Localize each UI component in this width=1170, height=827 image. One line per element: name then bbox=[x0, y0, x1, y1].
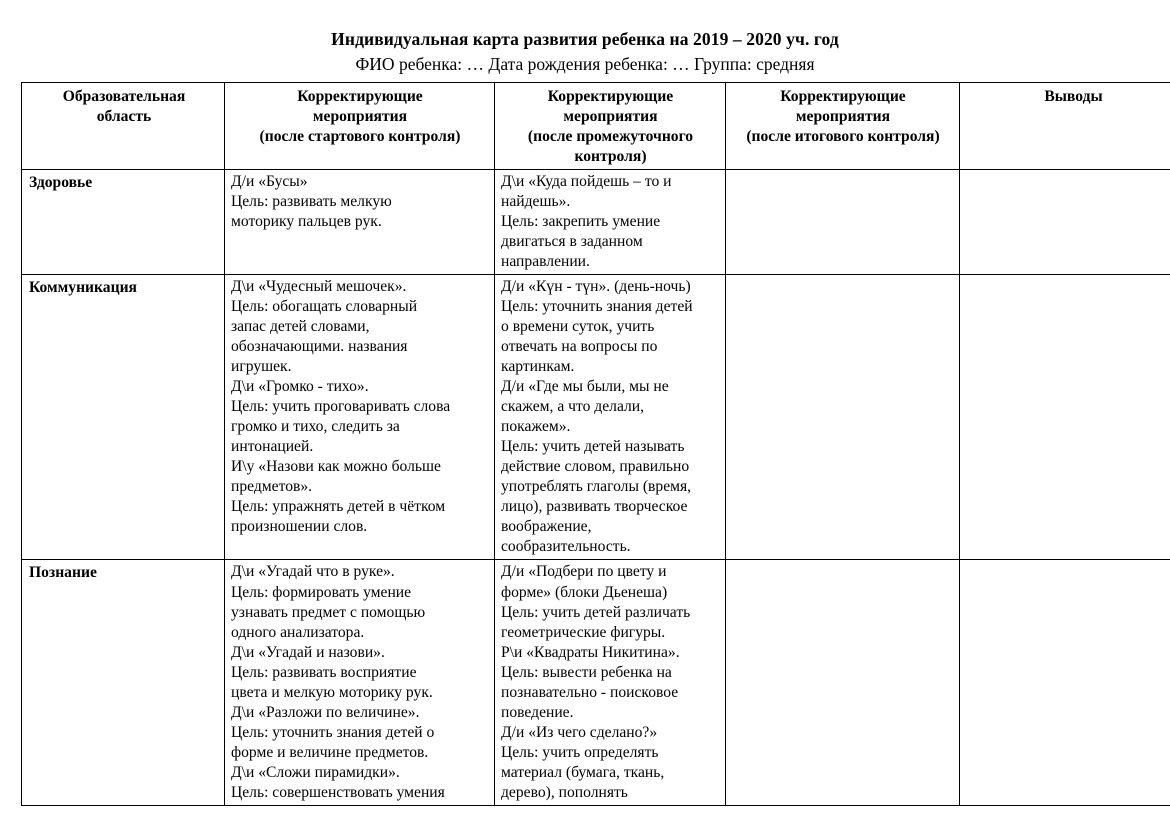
cell-line: Цель: уточнить знания детей bbox=[501, 298, 693, 316]
cell-line: геометрические фигуры. bbox=[501, 623, 666, 641]
cell-final-control-measures[interactable] bbox=[726, 275, 960, 560]
cell-line: Цель: развивать мелкую bbox=[231, 192, 392, 210]
cell-line: Цель: вывести ребенка на bbox=[501, 663, 672, 681]
cell-final-control-measures[interactable] bbox=[726, 560, 960, 805]
document-subtitle: ФИО ребенка: … Дата рождения ребенка: … Группа: средняя bbox=[355, 53, 815, 74]
header-line: Корректирующие bbox=[297, 87, 423, 105]
cell-line: И\у «Назови как можно больше bbox=[231, 458, 441, 476]
cell-line: Д/и «Бусы» bbox=[231, 172, 308, 190]
cell-line: форме и величине предметов. bbox=[231, 743, 429, 761]
header-line: Корректирующие bbox=[547, 87, 674, 105]
cell-line: громко и тихо, следить за bbox=[231, 418, 400, 436]
cell-line: форме» (блоки Дьенеша) bbox=[501, 583, 668, 601]
cell-educational-area: Познание bbox=[22, 560, 225, 805]
cell-line: Д/и «Где мы были, мы не bbox=[501, 378, 669, 396]
cell-line: Р\и «Квадраты Никитина». bbox=[501, 643, 680, 661]
cell-line: двигаться в заданном bbox=[501, 232, 643, 250]
cell-line: скажем, а что делали, bbox=[501, 398, 645, 416]
table-row bbox=[22, 275, 1170, 560]
cell-line: Цель: учить детей называть bbox=[501, 438, 685, 456]
cell-line: Д\и «Сложи пирамидки». bbox=[231, 763, 400, 781]
cell-line: Цель: развивать восприятие bbox=[231, 663, 417, 681]
cell-line: Цель: учить проговаривать слова bbox=[231, 398, 451, 416]
cell-final-control-measures[interactable] bbox=[726, 169, 960, 274]
cell-line: цвета и мелкую моторику рук. bbox=[231, 683, 433, 701]
cell-intermediate-control-measures bbox=[495, 275, 726, 560]
cell-line: материал (бумага, ткань, bbox=[501, 763, 665, 781]
table-header-row bbox=[22, 82, 1170, 169]
cell-start-control-measures bbox=[225, 169, 495, 274]
cell-line: Д\и «Чудесный мешочек». bbox=[231, 278, 407, 296]
cell-line: игрушек. bbox=[231, 358, 292, 376]
cell-line: покажем». bbox=[501, 418, 571, 436]
cell-line: предметов». bbox=[231, 478, 313, 496]
cell-line: Д\и «Громко - тихо». bbox=[231, 378, 369, 396]
cell-line: найдешь». bbox=[501, 192, 571, 210]
document-title: Индивидуальная карта развития ребенка на 2019 – 2020 уч. год bbox=[331, 29, 839, 49]
cell-line: употреблять глаголы (время, bbox=[501, 478, 692, 496]
cell-educational-area: Здоровье bbox=[22, 169, 225, 274]
cell-educational-area: Коммуникация bbox=[22, 275, 225, 560]
cell-conclusions[interactable] bbox=[960, 560, 1170, 805]
cell-line: Цель: уточнить знания детей о bbox=[231, 723, 435, 741]
cell-line: Д\и «Куда пойдешь – то и bbox=[501, 172, 672, 190]
cell-line: узнавать предмет с помощью bbox=[231, 603, 426, 621]
cell-line: произношении слов. bbox=[231, 518, 368, 536]
cell-line: воображение, bbox=[501, 518, 592, 536]
cell-line: дерево), пополнять bbox=[501, 783, 628, 801]
cell-line: Д\и «Угадай и назови». bbox=[231, 643, 385, 661]
cell-line: моторику пальцев рук. bbox=[231, 212, 382, 230]
cell-line: Цель: обогащать словарный bbox=[231, 298, 418, 316]
cell-line: сообразительность. bbox=[501, 538, 631, 556]
cell-line: интонацией. bbox=[231, 438, 314, 456]
column-header-conclusions bbox=[960, 82, 1170, 169]
cell-line: Д/и «Подбери по цвету и bbox=[501, 563, 667, 581]
cell-line: обозначающими. названия bbox=[231, 338, 408, 356]
cell-line: одного анализатора. bbox=[231, 623, 365, 641]
header-line: мероприятия bbox=[563, 107, 658, 125]
table-row bbox=[22, 560, 1170, 805]
column-header-final-control bbox=[726, 82, 960, 169]
cell-intermediate-control-measures bbox=[495, 560, 726, 805]
column-header-start-control bbox=[225, 82, 495, 169]
header-line: Выводы bbox=[1044, 87, 1103, 105]
header-line: (после промежуточного bbox=[527, 127, 694, 145]
cell-line: познавательно - поисковое bbox=[501, 683, 679, 701]
header-line: контроля) bbox=[574, 147, 647, 165]
cell-start-control-measures bbox=[225, 275, 495, 560]
column-header-educational-area bbox=[22, 82, 225, 169]
cell-line: действие словом, правильно bbox=[501, 458, 690, 476]
table-row bbox=[22, 169, 1170, 274]
header-line: область bbox=[96, 107, 152, 125]
cell-line: лицо), развивать творческое bbox=[501, 498, 688, 516]
cell-line: отвечать на вопросы по bbox=[501, 338, 658, 356]
cell-line: картинкам. bbox=[501, 358, 575, 376]
cell-line: Д\и «Разложи по величине». bbox=[231, 703, 420, 721]
cell-conclusions[interactable] bbox=[960, 275, 1170, 560]
cell-line: Цель: совершенствовать умения bbox=[231, 783, 445, 801]
cell-line: поведение. bbox=[501, 703, 574, 721]
cell-line: Д\и «Угадай что в руке». bbox=[231, 563, 395, 581]
table-body bbox=[22, 169, 1170, 805]
header-line: мероприятия bbox=[795, 107, 891, 125]
header-line: (после итогового контроля) bbox=[746, 127, 940, 145]
header-line: мероприятия bbox=[312, 107, 408, 125]
header-line: (после стартового контроля) bbox=[259, 127, 461, 145]
cell-start-control-measures bbox=[225, 560, 495, 805]
cell-line: запас детей словами, bbox=[231, 318, 370, 336]
table-header bbox=[22, 82, 1170, 169]
cell-line: Цель: формировать умение bbox=[231, 583, 412, 601]
cell-line: о времени суток, учить bbox=[501, 318, 655, 336]
development-map-table bbox=[21, 82, 1170, 806]
cell-line: Д/и «Из чего сделано?» bbox=[501, 723, 658, 741]
cell-line: Цель: учить детей различать bbox=[501, 603, 691, 621]
header-line: Корректирующие bbox=[780, 87, 906, 105]
cell-intermediate-control-measures bbox=[495, 169, 726, 274]
header-line: Образовательная bbox=[62, 87, 186, 105]
cell-line: Д/и «Күн - түн». (день-ночь) bbox=[501, 278, 691, 296]
cell-line: Цель: закрепить умение bbox=[501, 212, 661, 230]
column-header-intermediate-control bbox=[495, 82, 726, 169]
cell-line: Цель: упражнять детей в чётком bbox=[231, 498, 446, 516]
cell-line: направлении. bbox=[501, 253, 590, 270]
cell-conclusions[interactable] bbox=[960, 169, 1170, 274]
cell-line: Цель: учить определять bbox=[501, 743, 659, 761]
